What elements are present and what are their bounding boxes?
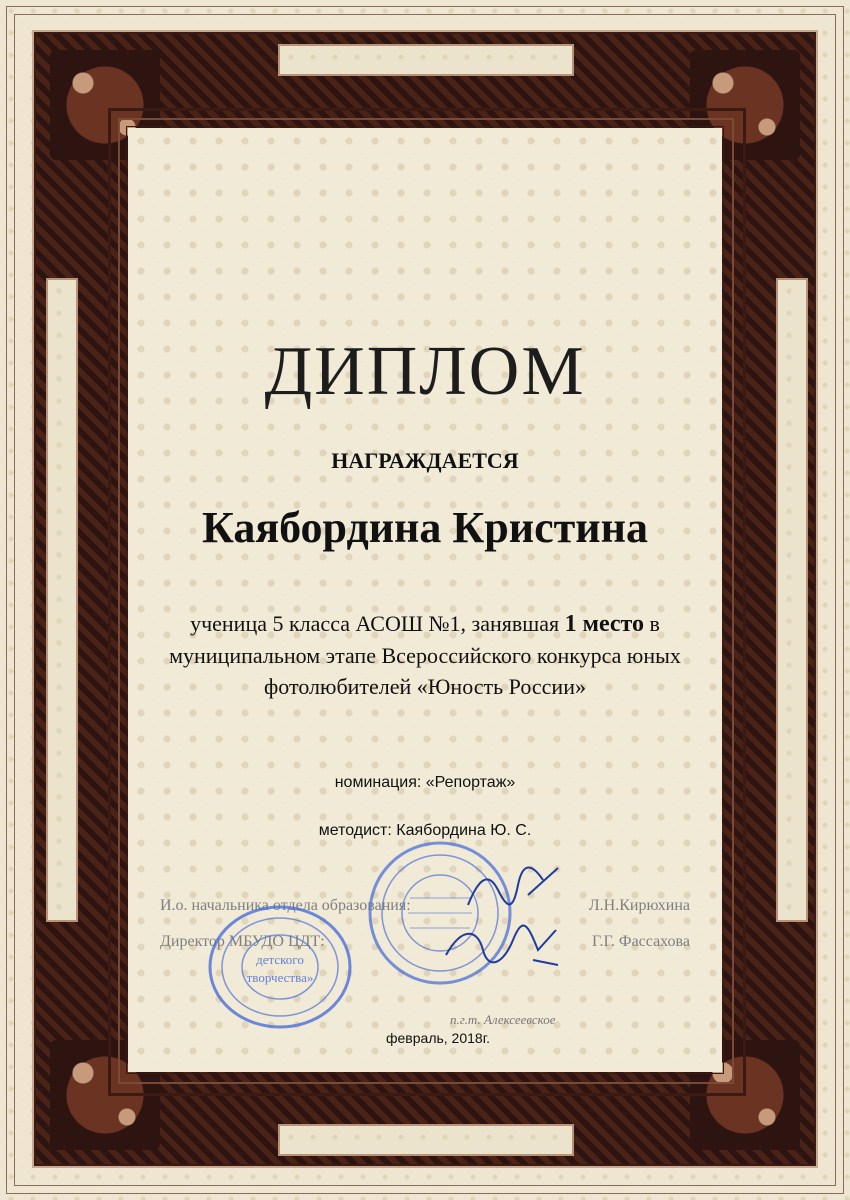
top-border-panel (278, 44, 574, 76)
signature-role-1: И.о. начальника отдела образования: (160, 897, 411, 914)
recipient-name: Каябордина Кристина (202, 503, 648, 552)
signature-role-2: Директор МБУДО ЦДТ: (160, 933, 325, 950)
signature-name-2: Г.Г. Фассахова (592, 933, 690, 950)
stamp-text-line-1: детского (256, 952, 304, 967)
stamp-text-line-2: творчества» (246, 970, 314, 985)
nomination: номинация: «Репортаж» (334, 774, 516, 791)
date: февраль, 2018г. (386, 1030, 490, 1046)
bottom-border-panel (278, 1124, 574, 1156)
awarded-label: НАГРАЖДАЕТСЯ (331, 448, 519, 473)
signature-kiryukhina-image (458, 860, 568, 920)
place: п.г.т. Алексеевское (450, 1012, 556, 1027)
signature-name-1: Л.Н.Кирюхина (588, 897, 690, 914)
left-stamp-image (205, 902, 355, 1032)
signature-fassakhova-image (438, 915, 568, 975)
description-after: в муниципальном этапе Всероссийского конкурса юных фотолюбителей «Юность России» (169, 611, 681, 699)
award-description (150, 608, 700, 702)
award-place: 1 место (564, 611, 645, 637)
diploma-title: ДИПЛОМ (264, 333, 586, 410)
methodist: методист: Каябордина Ю. С. (318, 822, 532, 839)
description-before: ученица 5 класса АСОШ №1, занявшая (190, 611, 565, 636)
